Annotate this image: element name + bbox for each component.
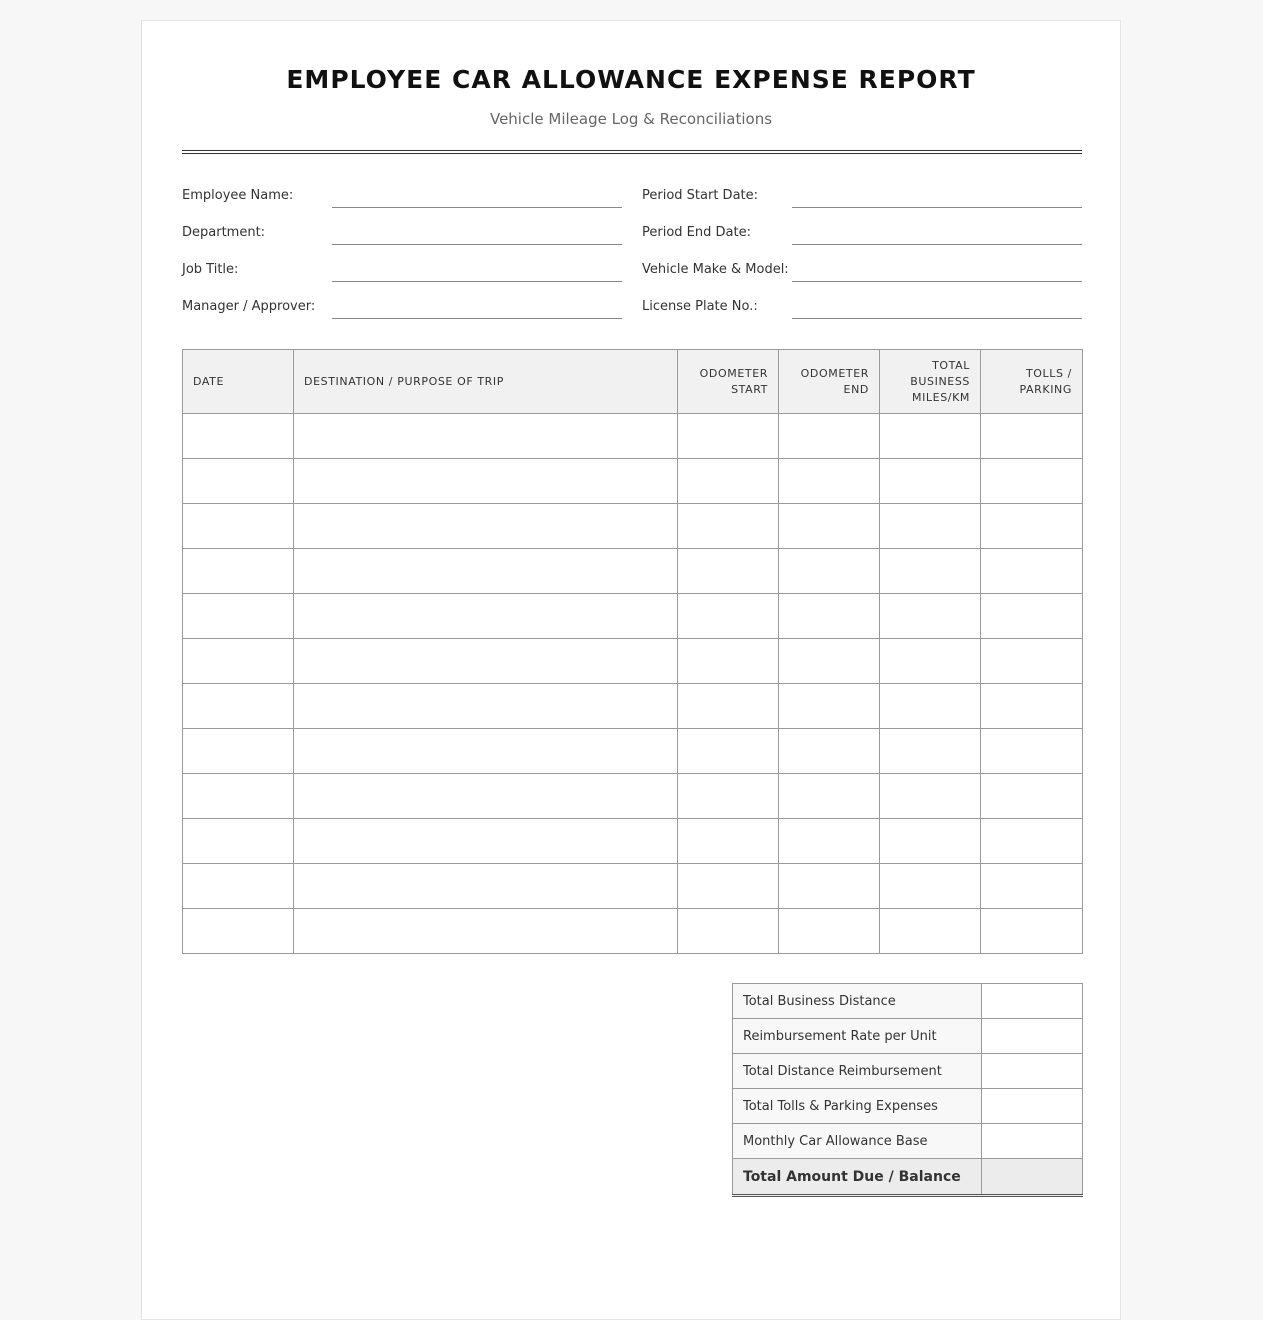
job-title-label: Job Title: [182,262,239,277]
date-cell[interactable] [183,909,294,954]
employee-name-label: Employee Name: [182,188,294,203]
total-distance-reimbursement-label: Total Distance Reimbursement [733,1054,982,1089]
total-business-miles-cell[interactable] [880,864,981,909]
date-cell[interactable] [183,414,294,459]
tolls-parking-cell[interactable] [981,819,1083,864]
reimbursement-rate-value[interactable] [982,1019,1083,1054]
column-header-tolls-parking [981,350,1083,414]
tolls-parking-cell[interactable] [981,549,1083,594]
total-business-miles-cell[interactable] [880,819,981,864]
total-tolls-parking-value[interactable] [982,1089,1083,1124]
tolls-parking-cell[interactable] [981,909,1083,954]
date-cell[interactable] [183,774,294,819]
date-cell[interactable] [183,639,294,684]
column-header-odometer-start [678,350,779,414]
table-row [183,504,1083,549]
license-plate-field[interactable] [792,318,1082,319]
odometer-end-cell[interactable] [779,684,880,729]
period-start-date-field[interactable] [792,207,1082,208]
table-row [183,414,1083,459]
odometer-end-cell[interactable] [779,459,880,504]
destination-purpose-cell[interactable] [294,459,678,504]
tolls-parking-cell[interactable] [981,504,1083,549]
column-header-total-business-miles-line1: TOTAL [932,358,970,372]
table-row [183,819,1083,864]
date-cell[interactable] [183,684,294,729]
odometer-end-cell[interactable] [779,504,880,549]
total-business-miles-cell[interactable] [880,639,981,684]
total-business-miles-cell[interactable] [880,504,981,549]
report-subtitle: Vehicle Mileage Log & Reconciliations [489,110,773,128]
column-header-odometer-end [779,350,880,414]
job-title-field[interactable] [332,281,622,282]
date-cell[interactable] [183,504,294,549]
total-business-distance-label: Total Business Distance [733,984,982,1019]
destination-purpose-cell[interactable] [294,594,678,639]
column-header-odometer-start-line1: ODOMETER [699,366,768,380]
reimbursement-rate-label: Reimbursement Rate per Unit [733,1019,982,1054]
column-header-destination-purpose-text: DESTINATION / PURPOSE OF TRIP [304,374,504,388]
tolls-parking-cell[interactable] [981,684,1083,729]
summary-row-total-amount-due [733,1159,1083,1196]
table-row [183,459,1083,504]
date-cell[interactable] [183,459,294,504]
table-row [183,684,1083,729]
tolls-parking-cell[interactable] [981,639,1083,684]
column-header-total-business-miles-line3: MILES/KM [911,390,970,404]
column-header-odometer-end-line2: END [843,382,869,396]
destination-purpose-cell[interactable] [294,549,678,594]
vehicle-make-model-field[interactable] [792,281,1082,282]
odometer-start-cell[interactable] [678,459,779,504]
license-plate-label: License Plate No.: [642,299,758,314]
total-business-miles-cell[interactable] [880,414,981,459]
odometer-end-cell[interactable] [779,414,880,459]
total-business-miles-cell[interactable] [880,909,981,954]
odometer-end-cell[interactable] [779,909,880,954]
odometer-end-cell[interactable] [779,819,880,864]
summary-row-monthly-allowance-base [733,1124,1083,1159]
odometer-end-cell[interactable] [779,729,880,774]
date-cell[interactable] [183,729,294,774]
tolls-parking-cell[interactable] [981,594,1083,639]
header-divider [182,150,1082,154]
column-header-date-text: DATE [193,374,225,388]
column-header-destination-purpose [294,350,678,414]
odometer-end-cell[interactable] [779,864,880,909]
tolls-parking-cell[interactable] [981,864,1083,909]
odometer-start-cell[interactable] [678,414,779,459]
column-header-odometer-start-line2: START [731,382,768,396]
destination-purpose-cell[interactable] [294,819,678,864]
summary-row-reimbursement-rate [733,1019,1083,1054]
department-field[interactable] [332,244,622,245]
total-business-distance-value[interactable] [982,984,1083,1019]
table-row [183,774,1083,819]
date-cell[interactable] [183,594,294,639]
total-amount-due-label: Total Amount Due / Balance [733,1159,982,1196]
tolls-parking-cell[interactable] [981,459,1083,504]
column-header-odometer-end-line1: ODOMETER [800,366,869,380]
table-row [183,639,1083,684]
mileage-log-table [182,349,1083,954]
odometer-start-cell[interactable] [678,639,779,684]
tolls-parking-cell[interactable] [981,729,1083,774]
report-title: EMPLOYEE CAR ALLOWANCE EXPENSE REPORT [286,65,976,94]
total-business-miles-cell[interactable] [880,459,981,504]
odometer-end-cell[interactable] [779,774,880,819]
period-end-date-field[interactable] [792,244,1082,245]
odometer-start-cell[interactable] [678,684,779,729]
destination-purpose-cell[interactable] [294,909,678,954]
odometer-start-cell[interactable] [678,729,779,774]
table-row [183,594,1083,639]
report-page [141,20,1121,1320]
total-amount-due-value[interactable] [982,1159,1083,1196]
date-cell[interactable] [183,819,294,864]
total-business-miles-cell[interactable] [880,684,981,729]
table-row [183,549,1083,594]
total-tolls-parking-label: Total Tolls & Parking Expenses [733,1089,982,1124]
destination-purpose-cell[interactable] [294,504,678,549]
total-business-miles-cell[interactable] [880,594,981,639]
total-distance-reimbursement-value[interactable] [982,1054,1083,1089]
department-label: Department: [182,225,266,240]
destination-purpose-cell[interactable] [294,639,678,684]
odometer-start-cell[interactable] [678,594,779,639]
odometer-end-cell[interactable] [779,639,880,684]
employee-name-field[interactable] [332,207,622,208]
odometer-start-cell[interactable] [678,864,779,909]
odometer-start-cell[interactable] [678,504,779,549]
manager-approver-field[interactable] [332,318,622,319]
destination-purpose-cell[interactable] [294,414,678,459]
total-business-miles-cell[interactable] [880,729,981,774]
destination-purpose-cell[interactable] [294,729,678,774]
odometer-start-cell[interactable] [678,774,779,819]
manager-approver-label: Manager / Approver: [182,299,316,314]
destination-purpose-cell[interactable] [294,774,678,819]
total-business-miles-cell[interactable] [880,549,981,594]
mileage-log-header-row [183,350,1083,414]
monthly-allowance-base-value[interactable] [982,1124,1083,1159]
period-start-date-label: Period Start Date: [642,188,759,203]
table-row [183,909,1083,954]
odometer-end-cell[interactable] [779,594,880,639]
summary-row-total-distance-reimbursement [733,1054,1083,1089]
summary-table [732,983,1083,1197]
column-header-tolls-parking-line2: PARKING [1019,382,1072,396]
destination-purpose-cell[interactable] [294,864,678,909]
column-header-date [183,350,294,414]
column-header-total-business-miles-line2: BUSINESS [910,374,970,388]
column-header-tolls-parking-line1: TOLLS / [1025,366,1072,380]
table-row [183,864,1083,909]
summary-row-total-tolls-parking [733,1089,1083,1124]
summary-row-total-business-distance [733,984,1083,1019]
table-row [183,729,1083,774]
monthly-allowance-base-label: Monthly Car Allowance Base [733,1124,982,1159]
odometer-end-cell[interactable] [779,549,880,594]
column-header-total-business-miles [880,350,981,414]
period-end-date-label: Period End Date: [642,225,751,240]
odometer-start-cell[interactable] [678,549,779,594]
total-business-miles-cell[interactable] [880,774,981,819]
odometer-start-cell[interactable] [678,909,779,954]
date-cell[interactable] [183,549,294,594]
tolls-parking-cell[interactable] [981,774,1083,819]
odometer-start-cell[interactable] [678,819,779,864]
destination-purpose-cell[interactable] [294,684,678,729]
tolls-parking-cell[interactable] [981,414,1083,459]
date-cell[interactable] [183,864,294,909]
vehicle-make-model-label: Vehicle Make & Model: [642,262,789,277]
